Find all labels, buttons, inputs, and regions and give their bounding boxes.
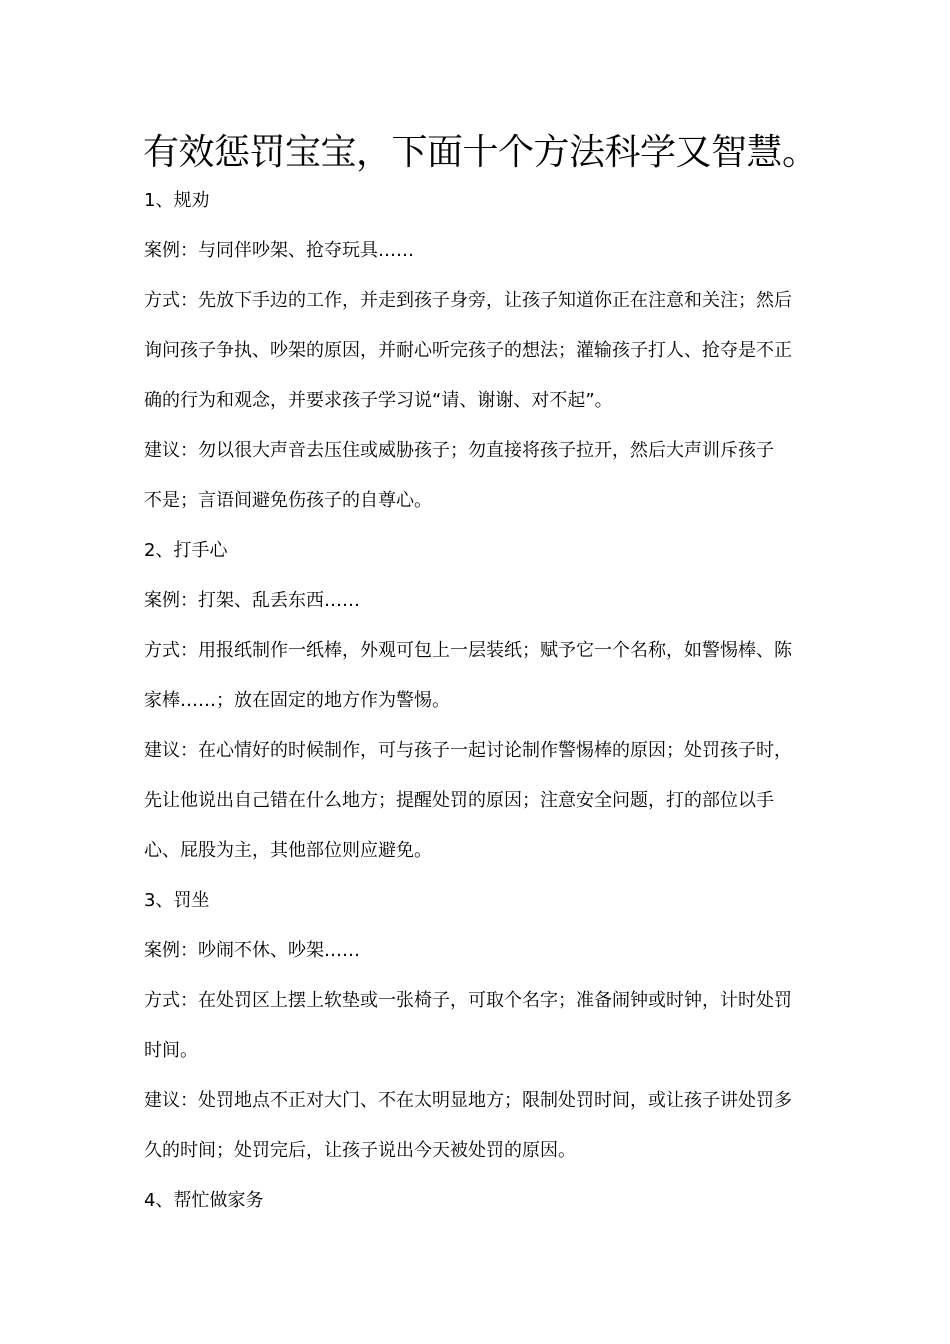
text-line: 心、屁股为主，其他部位则应避免。 — [144, 840, 432, 861]
section-heading-3: 3、罚坐 — [144, 890, 210, 911]
text-line: 时间。 — [144, 1040, 198, 1061]
text-line: 建议：处罚地点不正对大门、不在太明显地方；限制处罚时间，或让孩子讲处罚多 — [144, 1090, 792, 1111]
text-line: 久的时间；处罚完后，让孩子说出今天被处罚的原因。 — [144, 1140, 576, 1161]
document-title: 有效惩罚宝宝，下面十个方法科学又智慧。 — [143, 132, 818, 173]
text-line: 建议：勿以很大声音去压住或威胁孩子；勿直接将孩子拉开，然后大声训斥孩子 — [144, 440, 774, 461]
text-line: 不是；言语间避免伤孩子的自尊心。 — [144, 490, 432, 511]
section-heading-2: 2、打手心 — [144, 540, 228, 561]
document-body — [144, 176, 812, 1226]
section-heading-1: 1、规劝 — [144, 190, 210, 211]
text-line: 案例：打架、乱丢东西…… — [144, 590, 360, 611]
text-line: 先让他说出自己错在什么地方；提醒处罚的原因；注意安全问题，打的部位以手 — [144, 790, 774, 811]
text-line: 方式：先放下手边的工作，并走到孩子身旁，让孩子知道你正在注意和关注；然后 — [144, 290, 792, 311]
text-line: 方式：在处罚区上摆上软垫或一张椅子，可取个名字；准备闹钟或时钟，计时处罚 — [144, 990, 792, 1011]
text-line: 确的行为和观念，并要求孩子学习说“请、谢谢、对不起”。 — [144, 390, 613, 411]
text-line: 询问孩子争执、吵架的原因，并耐心听完孩子的想法；灌输孩子打人、抢夺是不正 — [144, 340, 792, 361]
text-line: 方式：用报纸制作一纸棒，外观可包上一层装纸；赋予它一个名称，如警惕棒、陈 — [144, 640, 792, 661]
text-line: 案例：吵闹不休、吵架…… — [144, 940, 360, 961]
section-heading-4: 4、帮忙做家务 — [144, 1190, 264, 1211]
text-line: 建议：在心情好的时候制作，可与孩子一起讨论制作警惕棒的原因；处罚孩子时， — [144, 740, 792, 761]
text-line: 案例：与同伴吵架、抢夺玩具…… — [144, 240, 414, 261]
text-line: 家棒……；放在固定的地方作为警惕。 — [144, 690, 450, 711]
